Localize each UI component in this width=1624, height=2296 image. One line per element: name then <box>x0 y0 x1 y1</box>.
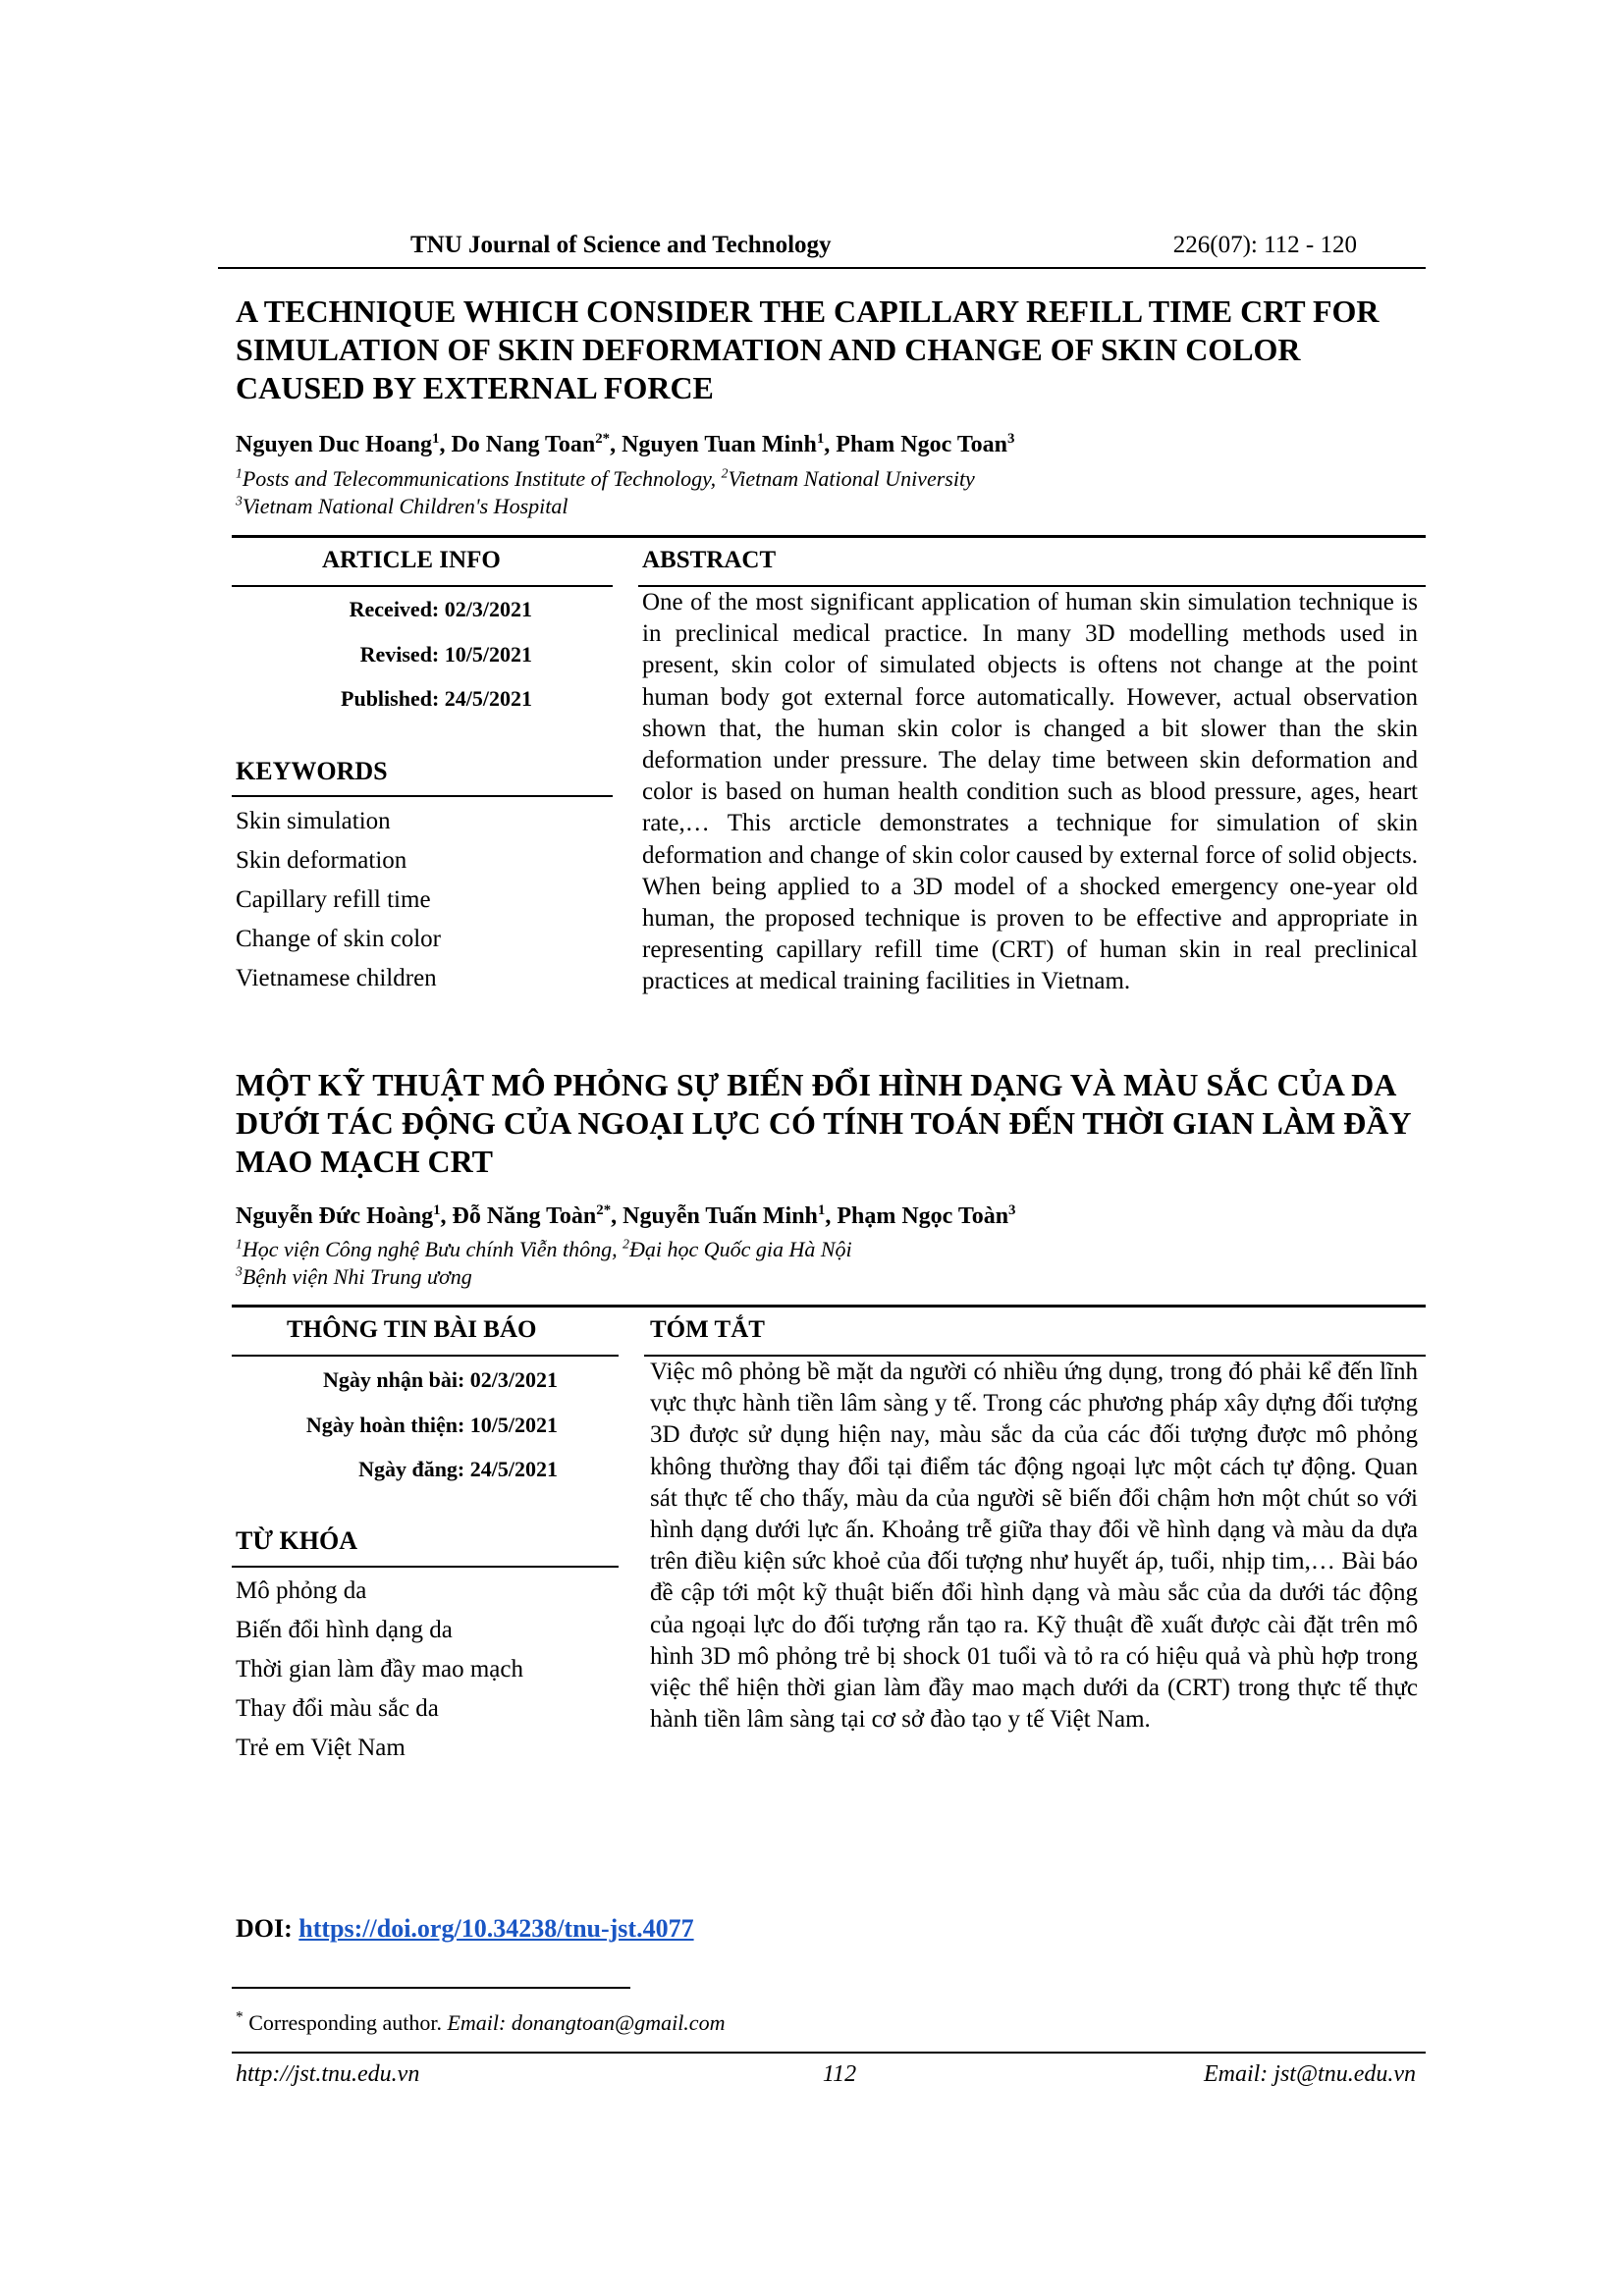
author-name: Phạm Ngọc Toàn <box>837 1203 1009 1229</box>
english-authors: Nguyen Duc Hoang$^1$, Do Nang Toan$^{2*}$, Nguyen Tuan Minh$^1$, Pham Ngoc Toan$^3$ <box>236 431 1015 457</box>
vi-published-date: Ngày đăng: 24/5/2021 <box>358 1457 558 1481</box>
author-sup: 2* <box>596 1202 612 1218</box>
keyword-item: Vietnamese children <box>236 965 437 991</box>
vi-info-top-rule <box>232 1305 1426 1308</box>
footnote-mark: * <box>236 2008 244 2026</box>
issue-info: 226(07): 112 - 120 <box>1172 232 1357 258</box>
affil-text: Vietnam National Children's Hospital <box>242 494 568 518</box>
keyword-item: Thay đổi màu sắc da <box>236 1695 439 1722</box>
footnote-text: Corresponding author. <box>243 2010 448 2035</box>
affil-text: Bệnh viện Nhi Trung ương <box>242 1264 472 1289</box>
author-name: Pham Ngoc Toan <box>836 432 1007 457</box>
affil-sup: 1 <box>236 465 243 481</box>
author-name: Nguyễn Đức Hoàng <box>236 1203 434 1229</box>
footer-rule <box>232 2052 1426 2054</box>
author-sup: 1 <box>816 431 825 447</box>
author-name: Đỗ Năng Toàn <box>452 1203 597 1229</box>
vietnamese-abstract: Việc mô phỏng bề mặt da người có nhiều ứng dụng, trong đó phải kể đến lĩnh vực thực hành tiền lâm sàng y tế. Trong các phương pháp xây dựng đối tượng 3D được sử dụng hiện nay, màu sắc da của các đối tượng được mô phỏng không thường thay đổi tại điểm tác động ngoại lực một cách tự động. Quan sát thực tế cho thấy, màu da của người sẽ biến đổi chậm hơn một chút so với hình dạng dưới lực ấn. Khoảng trễ giữa thay đổi về hình dạng và màu da dựa trên điều kiện sức khoẻ của đối tượng như huyết áp, tuổi, nhịp tim,… Bài báo đề cập tới một kỹ thuật biến đổi hình dạng và màu sắc của da dưới tác động của ngoại lực do đối tượng rắn tạo ra. Kỹ thuật đề xuất được cài đặt trên mô hình 3D mô phỏng trẻ bị shock 01 tuổi và tỏ ra có hiệu quả và phù hợp trong việc thể hiện thời gian làm đầy mao mạch dưới da (CRT) trong thực tế thực hành tiền lâm sàng tại cơ sở đào tạo y tế Việt Nam. <box>650 1359 1418 1734</box>
author-sup: 3 <box>1008 1202 1016 1218</box>
keywords-rule <box>232 795 613 797</box>
footer-website: http://jst.tnu.edu.vn <box>236 2061 420 2087</box>
author-sup: 1 <box>432 431 440 447</box>
author-sup: 3 <box>1006 431 1015 447</box>
affil-sup: 3 <box>236 493 243 508</box>
english-affiliation-line-1 <box>236 466 975 492</box>
author-sup: 1 <box>433 1202 441 1218</box>
affil-text: Học viện Công nghệ Bưu chính Viễn thông, <box>242 1237 623 1261</box>
vi-keywords-heading: TỪ KHÓA <box>236 1526 357 1555</box>
vietnamese-affiliation-line-2 <box>236 1264 472 1290</box>
header-rule <box>218 267 1426 269</box>
revised-date: Revised: 10/5/2021 <box>359 642 532 667</box>
footer-email: Email: jst@tnu.edu.vn <box>1203 2061 1416 2087</box>
author-name: Nguyen Duc Hoang <box>236 432 433 457</box>
published-date: Published: 24/5/2021 <box>341 686 532 711</box>
affil-text: Vietnam National University <box>728 466 975 491</box>
received-date: Received: 02/3/2021 <box>349 597 532 621</box>
keyword-item: Thời gian làm đầy mao mạch <box>236 1656 523 1682</box>
english-title: A TECHNIQUE WHICH CONSIDER THE CAPILLARY REFILL TIME CRT FOR SIMULATION OF SKIN DEFORMATION AND CHANGE OF SKIN COLOR CAUSED BY EXTERNAL FORCE <box>236 294 1380 405</box>
vi-info-mid-rule <box>232 1355 619 1357</box>
english-abstract: One of the most significant application of human skin simulation technique is in preclinical medical practice. In many 3D modelling methods used in present, skin color of simulated objects is oftens not change at the point human body got external force automatically. However, actual observation shown that, the human skin color is changed a bit slower than the skin deformation under pressure. The delay time between skin deformation and color is based on human health condition such as blood pressure, ages, heart rate,… This arcticle demonstrates a technique for simulation of skin deformation and change of skin color caused by external force of solid objects. When being applied to a 3D model of a shocked emergency one-year old human, the proposed technique is proven to be effective and appropriate in representing capillary refill time (CRT) of human skin in real preclinical practices at medical training facilities in Vietnam. <box>642 589 1418 995</box>
keywords-list <box>236 802 441 998</box>
keyword-item: Skin simulation <box>236 808 391 834</box>
keyword-item: Capillary refill time <box>236 886 431 913</box>
vi-keywords-rule <box>232 1566 619 1568</box>
keyword-item: Change of skin color <box>236 926 441 952</box>
affil-text: Đại học Quốc gia Hà Nội <box>628 1237 852 1261</box>
doi-link[interactable]: https://doi.org/10.34238/tnu-jst.4077 <box>298 1914 694 1943</box>
keyword-item: Biến đổi hình dạng da <box>236 1617 453 1643</box>
page-number: 112 <box>822 2061 857 2087</box>
author-sup: 2* <box>595 431 611 447</box>
vi-received-date: Ngày nhận bài: 02/3/2021 <box>323 1367 558 1392</box>
doi <box>236 1914 694 1944</box>
info-mid-rule <box>232 585 613 587</box>
vietnamese-affiliation-line-1 <box>236 1237 852 1262</box>
affil-text: Posts and Telecommunications Institute of Technology, <box>242 466 722 491</box>
keyword-item: Trẻ em Việt Nam <box>236 1735 406 1761</box>
abstract-heading: ABSTRACT <box>642 547 777 573</box>
affil-sup: 3 <box>236 1263 243 1279</box>
footnote <box>236 2010 725 2036</box>
vietnamese-title: MỘT KỸ THUẬT MÔ PHỎNG SỰ BIẾN ĐỔI HÌNH DẠNG VÀ MÀU SẮC CỦA DA DƯỚI TÁC ĐỘNG CỦA NGOẠI LỰC CÓ TÍNH TOÁN ĐẾN THỜI GIAN LÀM ĐẦY MAO MẠCH CRT <box>236 1067 1411 1179</box>
author-name: Nguyễn Tuấn Minh <box>623 1203 818 1229</box>
article-info-heading: ARTICLE INFO <box>322 547 501 573</box>
author-name: Nguyen Tuan Minh <box>622 432 817 457</box>
author-name: Do Nang Toan <box>451 432 596 457</box>
affil-sup: 2 <box>623 1236 629 1252</box>
vi-keywords-list <box>236 1572 523 1768</box>
vi-abstract-heading: TÓM TẮT <box>650 1316 765 1343</box>
affil-sup: 2 <box>721 465 729 481</box>
keyword-item: Mô phỏng da <box>236 1577 367 1604</box>
footnote-email: Email: donangtoan@gmail.com <box>447 2010 726 2035</box>
vi-article-info-heading: THÔNG TIN BÀI BÁO <box>287 1316 537 1343</box>
keywords-heading: KEYWORDS <box>236 757 388 785</box>
vietnamese-authors: Nguyễn Đức Hoàng$^1$, Đỗ Năng Toàn$^{2*}$, Nguyễn Tuấn Minh$^1$, Phạm Ngọc Toàn$^3$ <box>236 1202 1016 1229</box>
keyword-item: Skin deformation <box>236 847 407 874</box>
footnote-rule <box>232 1987 630 1989</box>
english-affiliation-line-2 <box>236 494 568 519</box>
author-sup: 1 <box>817 1202 826 1218</box>
journal-name: TNU Journal of Science and Technology <box>410 232 832 258</box>
vi-revised-date: Ngày hoàn thiện: 10/5/2021 <box>305 1413 558 1437</box>
doi-label: DOI: <box>236 1914 299 1943</box>
affil-sup: 1 <box>236 1236 243 1252</box>
info-top-rule <box>232 535 1426 538</box>
